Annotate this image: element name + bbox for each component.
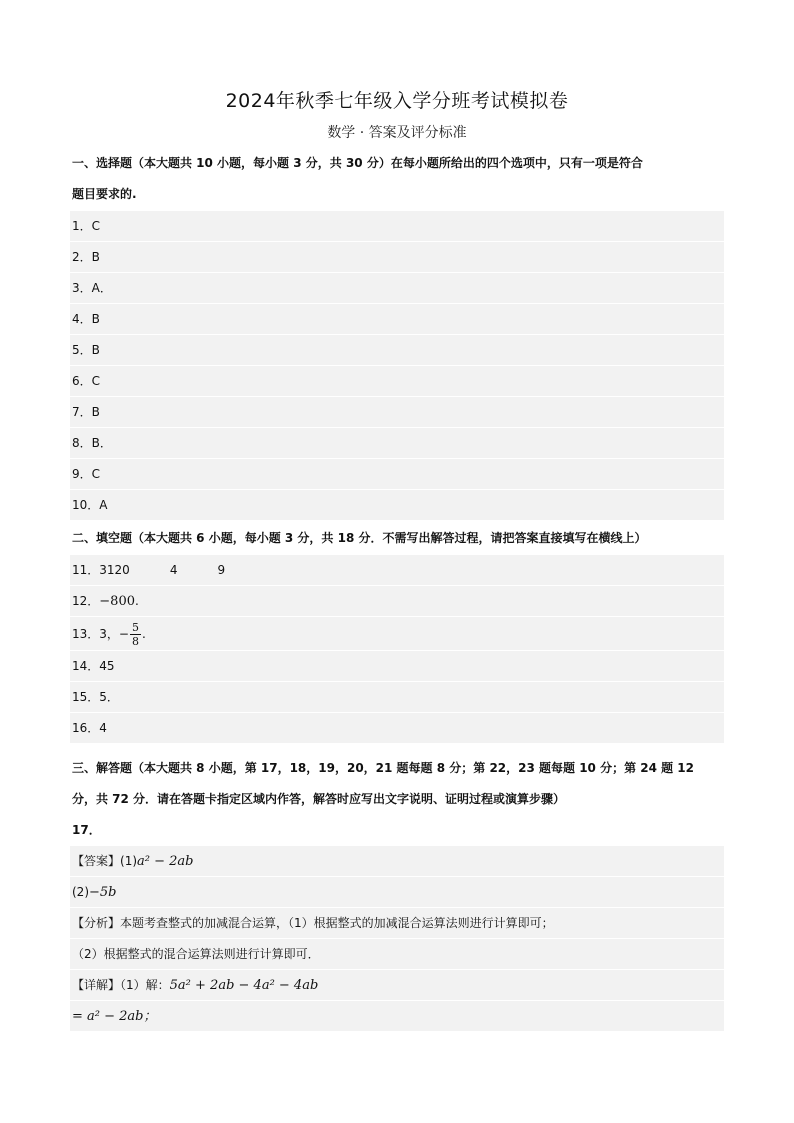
section3-heading-line2: 分，共 72 分．请在答题卡指定区域内作答，解答时应写出文字说明、证明过程或演算步骤）	[72, 792, 566, 806]
detail-line-2	[70, 1001, 724, 1032]
answer-row: 8．B．	[70, 428, 724, 459]
answer-row-11	[70, 555, 724, 586]
answer-row: 10．A	[70, 490, 724, 521]
answer1-prefix: (1)	[120, 854, 138, 868]
answer-row-14: 14．45	[70, 651, 724, 682]
analysis-line-1	[70, 908, 724, 939]
q11-label: 11．	[72, 563, 100, 577]
answer-line-2	[70, 877, 724, 908]
answer-row-16: 16．4	[70, 713, 724, 744]
q13-label: 13．	[72, 627, 100, 641]
answer-row: 5．B	[70, 335, 724, 366]
answer2-prefix: (2)	[72, 885, 89, 899]
section1-answer-list	[70, 211, 724, 521]
answer-row-15: 15．5．	[70, 682, 724, 713]
q12-suffix: .	[135, 594, 139, 608]
q13-sign: −	[118, 627, 129, 641]
q13-denominator: 8	[131, 635, 139, 648]
detail-expression: 5a² + 2ab − 4a² − 4ab	[169, 978, 319, 993]
answer-row: 7．B	[70, 397, 724, 428]
section2-answer-list	[70, 555, 724, 744]
section1-heading-line2: 题目要求的.	[72, 187, 137, 201]
q13-fraction	[130, 621, 141, 648]
answer-row-13	[70, 617, 724, 651]
analysis-line-2: （2）根据整式的混合运算法则进行计算即可．	[70, 939, 724, 970]
detail-tag: 【详解】	[72, 978, 121, 992]
detail-result: = a² − 2ab；	[72, 1009, 157, 1024]
answer-row-12	[70, 586, 724, 617]
answer-tag: 【答案】	[72, 854, 121, 868]
q11-answer-b: 4	[169, 563, 178, 577]
q13-suffix: .	[141, 627, 146, 641]
section3-heading-line1: 三、解答题（本大题共 8 小题，第 17，18，19，20，21 题每题 8 分；第 22，23 题每题 10 分；第 24 题 12	[72, 761, 695, 775]
page-title: 2024年秋季七年级入学分班考试模拟卷	[225, 90, 569, 112]
q11-answer-a: 3120	[99, 563, 130, 577]
section3-solution	[70, 815, 724, 1032]
analysis-tag: 【分析】	[72, 916, 121, 930]
answer-line-1	[70, 846, 724, 877]
q13-numerator: 5	[131, 621, 139, 634]
section2-heading: 二、填空题（本大题共 6 小题，每小题 3 分，共 18 分．不需写出解答过程，请把答案直接填写在横线上）	[72, 531, 647, 545]
q13-lead: 3，	[99, 627, 119, 641]
q11-answer-c: 9	[217, 563, 226, 577]
section3-heading	[72, 753, 728, 815]
answer-row: 9．C	[70, 459, 724, 490]
page-subtitle: 数学 · 答案及评分标准	[327, 125, 467, 141]
q12-label: 12．	[72, 594, 100, 608]
question-17-label: 17．	[70, 815, 724, 846]
answer2-expression: −5b	[89, 885, 117, 900]
detail-line-1	[70, 970, 724, 1001]
answer-row: 4．B	[70, 304, 724, 335]
answer-row: 3．A．	[70, 273, 724, 304]
answer-row: 6．C	[70, 366, 724, 397]
answer-row: 2．B	[70, 242, 724, 273]
analysis-text: 本题考查整式的加减混合运算，（1）根据整式的加减混合运算法则进行计算即可；	[120, 916, 554, 930]
section1-heading	[72, 148, 728, 210]
section1-heading-line1: 一、选择题（本大题共 10 小题，每小题 3 分，共 30 分）在每小题所给出的四个选项中，只有一项是符合	[72, 156, 643, 170]
q12-value: −800	[99, 594, 135, 609]
answer1-expression: a² − 2ab	[137, 854, 194, 869]
answer-row: 1．C	[70, 211, 724, 242]
detail-prefix: （1）解：	[120, 978, 170, 992]
